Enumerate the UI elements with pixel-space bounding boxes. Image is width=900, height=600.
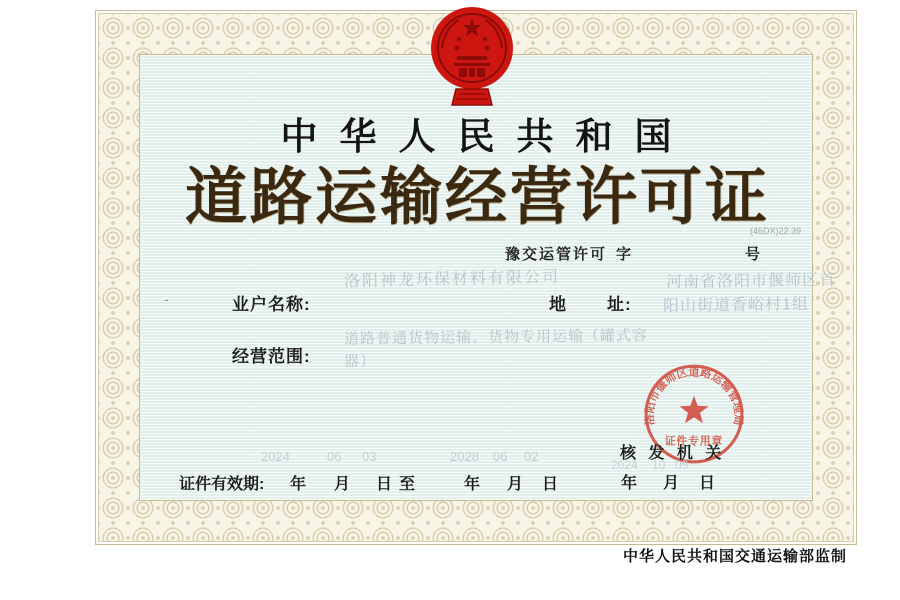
valid-to-month-unit: 月 [507,476,524,493]
valid-to-month: 06 [493,449,508,464]
business-scope-line1: 道路普通货物运输、货物专用运输（罐式容 [343,327,649,348]
business-scope-line2: 器） [343,352,377,371]
issue-date-month: 10 [652,458,666,472]
seal-ring-text: 洛阳市偃师区道路运输管理局 [643,366,745,426]
certificate-title: 道路运输经营许可证 [184,164,770,232]
valid-to-year-unit: 年 [464,476,481,493]
stray-mark: - [164,291,169,307]
address-label-zhi: 址: [607,295,632,314]
issue-year-unit: 年 [621,475,638,492]
valid-from-year-unit: 年 [290,476,307,493]
valid-from-year: 2024 [261,449,290,464]
valid-from-month: 06 [327,449,342,464]
valid-from-month-unit: 月 [334,476,351,493]
issue-date-day: 09 [675,458,689,472]
issuing-authority-label: 核 发 机 关 [620,445,726,462]
country-title: 中华人民共和国 [280,116,694,157]
seal-center-text: 证件专用章 [664,435,724,448]
business-name-label: 业户名称: [232,295,311,314]
validity-label: 证件有效期: [179,476,265,493]
valid-to-day: 02 [524,449,539,464]
address-value-line1: 河南省洛阳市偃师区首 [665,271,837,292]
address-label-di: 地 [549,295,567,314]
address-value-line2: 阳山街道香峪村1组 [662,295,810,316]
valid-to-day-unit: 日 [542,476,559,493]
valid-from-day: 03 [362,449,377,464]
issue-day-unit: 日 [699,475,716,492]
business-name-value: 洛阳神龙环保材料有限公司 [343,268,561,291]
permit-number-prefix: 豫交运管许可 [505,246,608,263]
issue-date-year: 2024 [611,458,638,472]
valid-from-day-unit: 日 [376,476,393,493]
valid-to-connector: 至 [399,476,416,493]
footer-issuing-ministry: 中华人民共和国交通运输部监制 [623,548,848,565]
print-code: (46DX)22.39 [750,226,802,236]
valid-to-year: 2028 [450,449,479,464]
permit-number-hao: 号 [745,246,763,263]
permit-number-zi: 字 [616,246,634,263]
seal-star-icon [679,396,708,424]
national-emblem-icon [428,6,516,106]
business-scope-label: 经营范围: [232,347,311,366]
issue-month-unit: 月 [663,475,680,492]
